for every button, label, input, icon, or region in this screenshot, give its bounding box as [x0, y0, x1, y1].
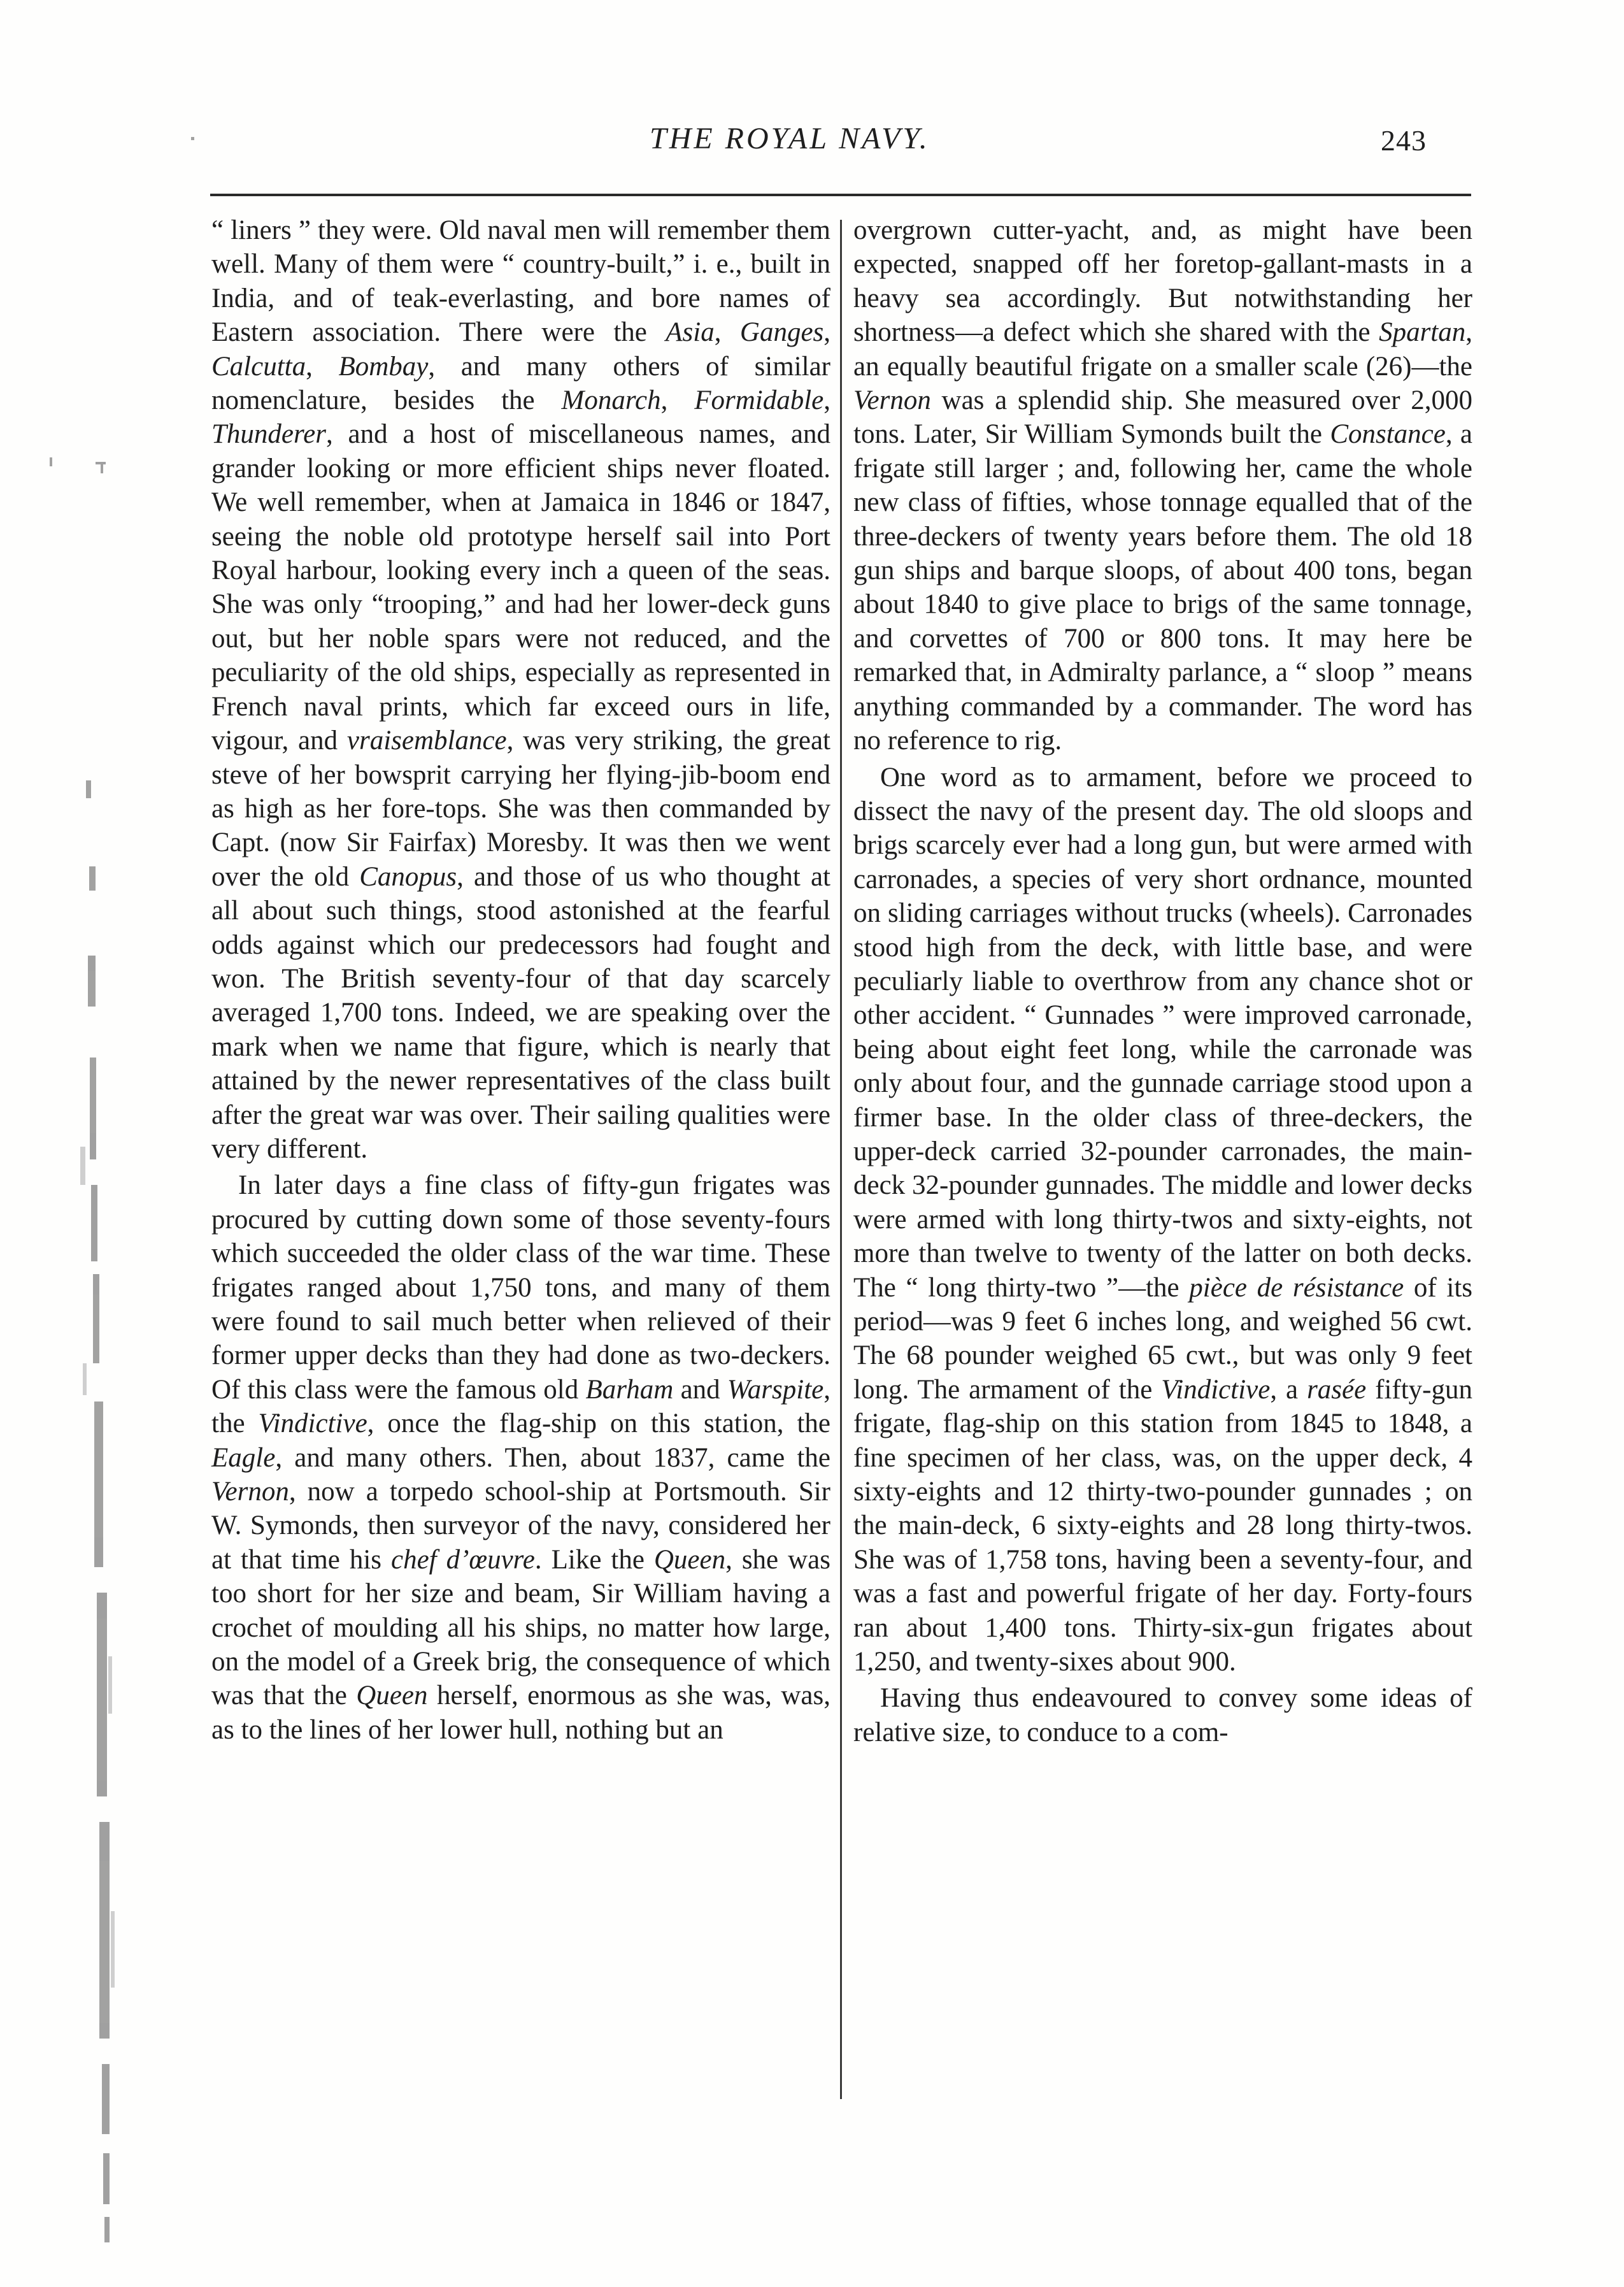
italic-name: Vernon: [853, 385, 931, 416]
paragraph: One word as to armament, before we proceed to dissect the navy of the present day. The old sloops and brigs scarcely ever had a long gun, but were armed with carronades, a species of very short ordnance, mounted on sliding carriages without trucks (wheels). Carronades stood high from the deck, with little base, and were peculiarly liable to overthrow from any chance shot or other accident. “ Gunnades ” were improved carronade, being about eight feet long, while the carronade was only about four, and the gunnade carriage stood upon a firmer base. In the older class of three-deckers, the upper-deck carried 32-pounder carronades, the main-deck 32-pounder gunnades. The middle and lower decks were armed with long thirty-twos and sixty-eights, not more than twelve to twenty of the latter on both decks. The “ long thirty-two ”—the pièce de résistance of its period—was 9 feet 6 inches long, and weighed 56 cwt. The 68 pounder weighed 65 cwt., but was only 9 feet long. The armament of the Vindictive, a rasée fifty-gun frigate, flag-ship on this station from 1845 to 1848, a fine specimen of her class, was, on the upper deck, 4 sixty-eights and 12 thirty-two-pounder gunnades ; on the main-deck, 6 sixty-eights and 28 long thirty-twos. She was of 1,758 tons, having been a seventy-four, and was a fast and powerful frigate of her day. Forty-fours ran about 1,400 tons. Thirty-six-gun frigates about 1,250, and twenty-sixes about 900.: [853, 762, 1473, 1677]
italic-name: Asia: [666, 317, 715, 348]
italic-name: Thunderer: [211, 419, 326, 450]
italic-name: Warspite: [727, 1374, 824, 1405]
italic-name: Vernon: [211, 1477, 289, 1507]
paragraph: Having thus endeavoured to convey some ideas of relative size, to conduce to a com-: [853, 1683, 1472, 1747]
page-number: 243: [1381, 124, 1427, 157]
italic-name: Ganges: [739, 317, 824, 348]
italic-name: pièce de résistance: [1189, 1272, 1404, 1303]
left-column: [211, 213, 830, 1747]
paragraph: In later days a fine class of fifty-gun frigates was procured by cutting down some of those seventy-fours which succeeded the older class of the war time. These frigates ranged about 1,750 tons, and many of them were found to sail much better when relieved of their former upper decks than they had done as two-deckers. Of this class were the famous old Barham and Warspite, the Vindictive, once the flag-ship on this station, the Eagle, and many others. Then, about 1837, came the Vernon, now a torpedo school-ship at Portsmouth. Sir W. Symonds, then surveyor of the navy, considered her at that time his chef d’œuvre. Like the Queen, she was too short for her size and beam, Sir William having a crochet of moulding all his ships, no matter how large, on the model of a Greek brig, the consequence of which was that the Queen herself, enormous as she was, was, as to the lines of her lower hull, nothing but an: [211, 1170, 830, 1745]
italic-name: Bombay: [338, 351, 429, 382]
header-rule: [210, 194, 1471, 196]
italic-name: Spartan: [1379, 317, 1466, 348]
italic-name: Canopus: [359, 861, 457, 892]
scan-margin-artifacts: [0, 0, 210, 2287]
italic-name: Formidable: [694, 385, 824, 416]
italic-name: Queen: [356, 1681, 428, 1711]
column-divider: [840, 220, 842, 2099]
paragraph: “ liners ” they were. Old naval men will remember them well. Many of them were “ country-built,” i. e., built in India, and of teak-everlasting, and bore names of Eastern association. There were the Asia, Ganges, Calcutta, Bombay, and many others of similar nomenclature, besides the Monarch, Formidable, Thunderer, and a host of miscellaneous names, and grander looking or more efficient ships never floated. We well remember, when at Jamaica in 1846 or 1847, seeing the noble old prototype herself sail into Port Royal harbour, looking every inch a queen of the seas. She was only “trooping,” and had her lower-deck guns out, but her noble spars were not reduced, and the peculiarity of the old ships, especially as represented in French naval prints, which far exceed ours in life, vigour, and vraisemblance, was very striking, the great steve of her bowsprit carrying her flying-jib-boom end as high as her fore-tops. She was then commanded by Capt. (now Sir Fairfax) Moresby. It was then we went over the old Canopus, and those of us who thought at all about such things, stood astonished at the fearful odds against which our predecessors had fought and won. The British seventy-four of that day scarcely averaged 1,700 tons. Indeed, we are speaking over the mark when we name that figure, which is nearly that attained by the newer representatives of the class built after the great war was over. Their sailing qualities were very different.: [211, 215, 831, 1164]
italic-name: Vindictive: [1161, 1374, 1271, 1405]
italic-name: Constance: [1330, 419, 1446, 450]
italic-name: Eagle: [211, 1442, 276, 1473]
italic-name: Vindictive: [258, 1409, 367, 1439]
italic-name: rasée: [1307, 1374, 1367, 1405]
italic-name: chef d’œuvre: [390, 1544, 535, 1575]
right-column: [853, 213, 1472, 1749]
italic-name: vraisemblance: [346, 726, 507, 756]
italic-name: Calcutta: [211, 351, 306, 382]
italic-name: Barham: [585, 1374, 674, 1405]
italic-name: Monarch: [561, 385, 661, 416]
paragraph: overgrown cutter-yacht, and, as might have been expected, snapped off her foretop-gallant-masts in a heavy sea accordingly. But notwithstanding her shortness—a defect which she shared with the Spartan, an equally beautiful frigate on a smaller scale (26)—the Vernon was a splendid ship. She measured over 2,000 tons. Later, Sir William Symonds built the Constance, a frigate still larger ; and, following her, came the whole new class of fifties, whose tonnage equalled that of the three-deckers of twenty years before them. The old 18 gun ships and barque sloops, of about 400 tons, began about 1840 to give place to brigs of the same tonnage, and corvettes of 700 or 800 tons. It may here be remarked that, in Admiralty parlance, a “ sloop ” means anything commanded by a commander. The word has no reference to rig.: [853, 215, 1472, 756]
italic-name: Queen: [653, 1544, 726, 1575]
running-head: THE ROYAL NAVY.: [650, 122, 930, 155]
